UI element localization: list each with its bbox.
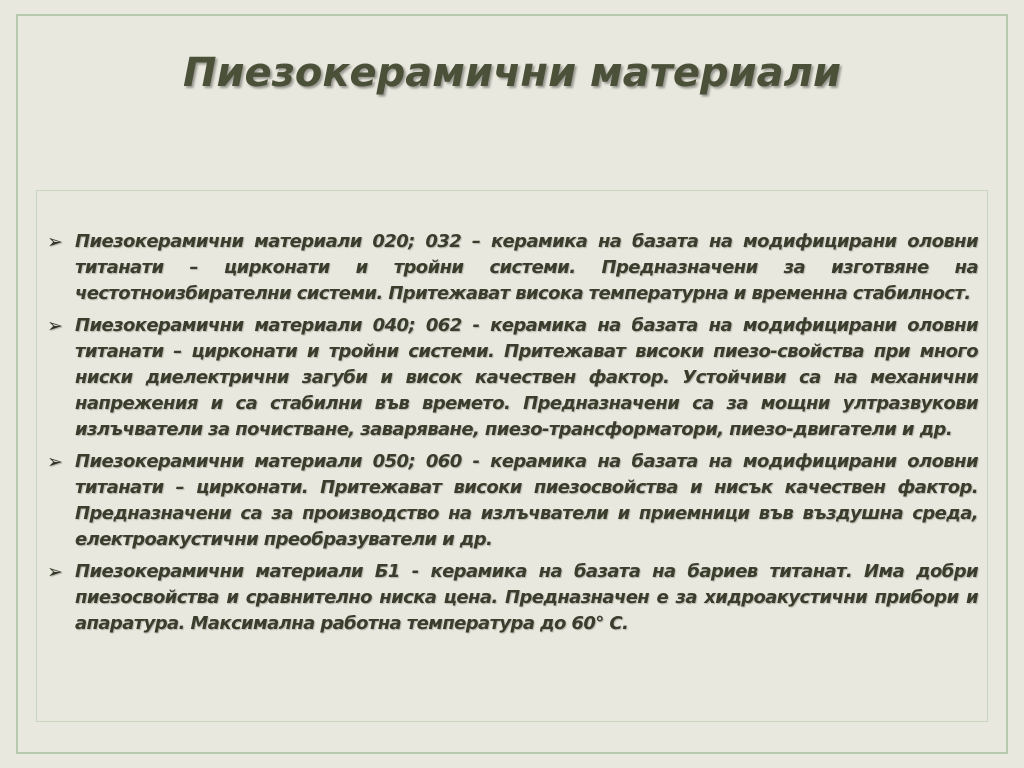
bullet-text: Пиезокерамични материали 040; 062 - керамика на базата на модифицирани оловни титанати – цирконати и тройни системи. Притежават високи пиезо-свойства при много ниски диелектрични загуби и висок качествен фактор. Устойчиви са на механични напрежения и са стабилни във времето. Предназначени са за мощни ултразвукови излъчватели за почистване, заваряване, пиезо-трансформатори, пиезо-двигатели и др. xyxy=(75,315,978,440)
bullet-text: Пиезокерамични материали 020; 032 – керамика на базата на модифицирани оловни титанати – цирконати и тройни системи. Предназначени за изготвяне на честотноизбирателни системи. Притежават висока температурна и временна стабилност. xyxy=(75,231,978,304)
arrow-bullet-icon: ➢ xyxy=(47,315,63,337)
bullet-item xyxy=(47,229,978,307)
bullet-text: Пиезокерамични материали Б1 - керамика на базата на бариев титанат. Има добри пиезосвойства и сравнително ниска цена. Предназначен е за хидроакустични прибори и апаратура. Максимална работна температура до 60° С. xyxy=(75,561,978,634)
bullet-item xyxy=(47,449,978,553)
bullet-item xyxy=(47,559,978,637)
bullet-item xyxy=(47,313,978,443)
arrow-bullet-icon: ➢ xyxy=(47,231,63,253)
bullet-text: Пиезокерамични материали 050; 060 - керамика на базата на модифицирани оловни титанати – цирконати. Притежават високи пиезосвойства и нисък качествен фактор. Предназначени са за производство на излъчватели и приемници във въздушна среда, електроакустични преобразуватели и др. xyxy=(75,451,978,550)
bullet-list xyxy=(47,229,978,637)
arrow-bullet-icon: ➢ xyxy=(47,451,63,473)
content-box xyxy=(36,190,988,722)
slide-title: Пиезокерамични материали xyxy=(182,50,841,96)
arrow-bullet-icon: ➢ xyxy=(47,561,63,583)
